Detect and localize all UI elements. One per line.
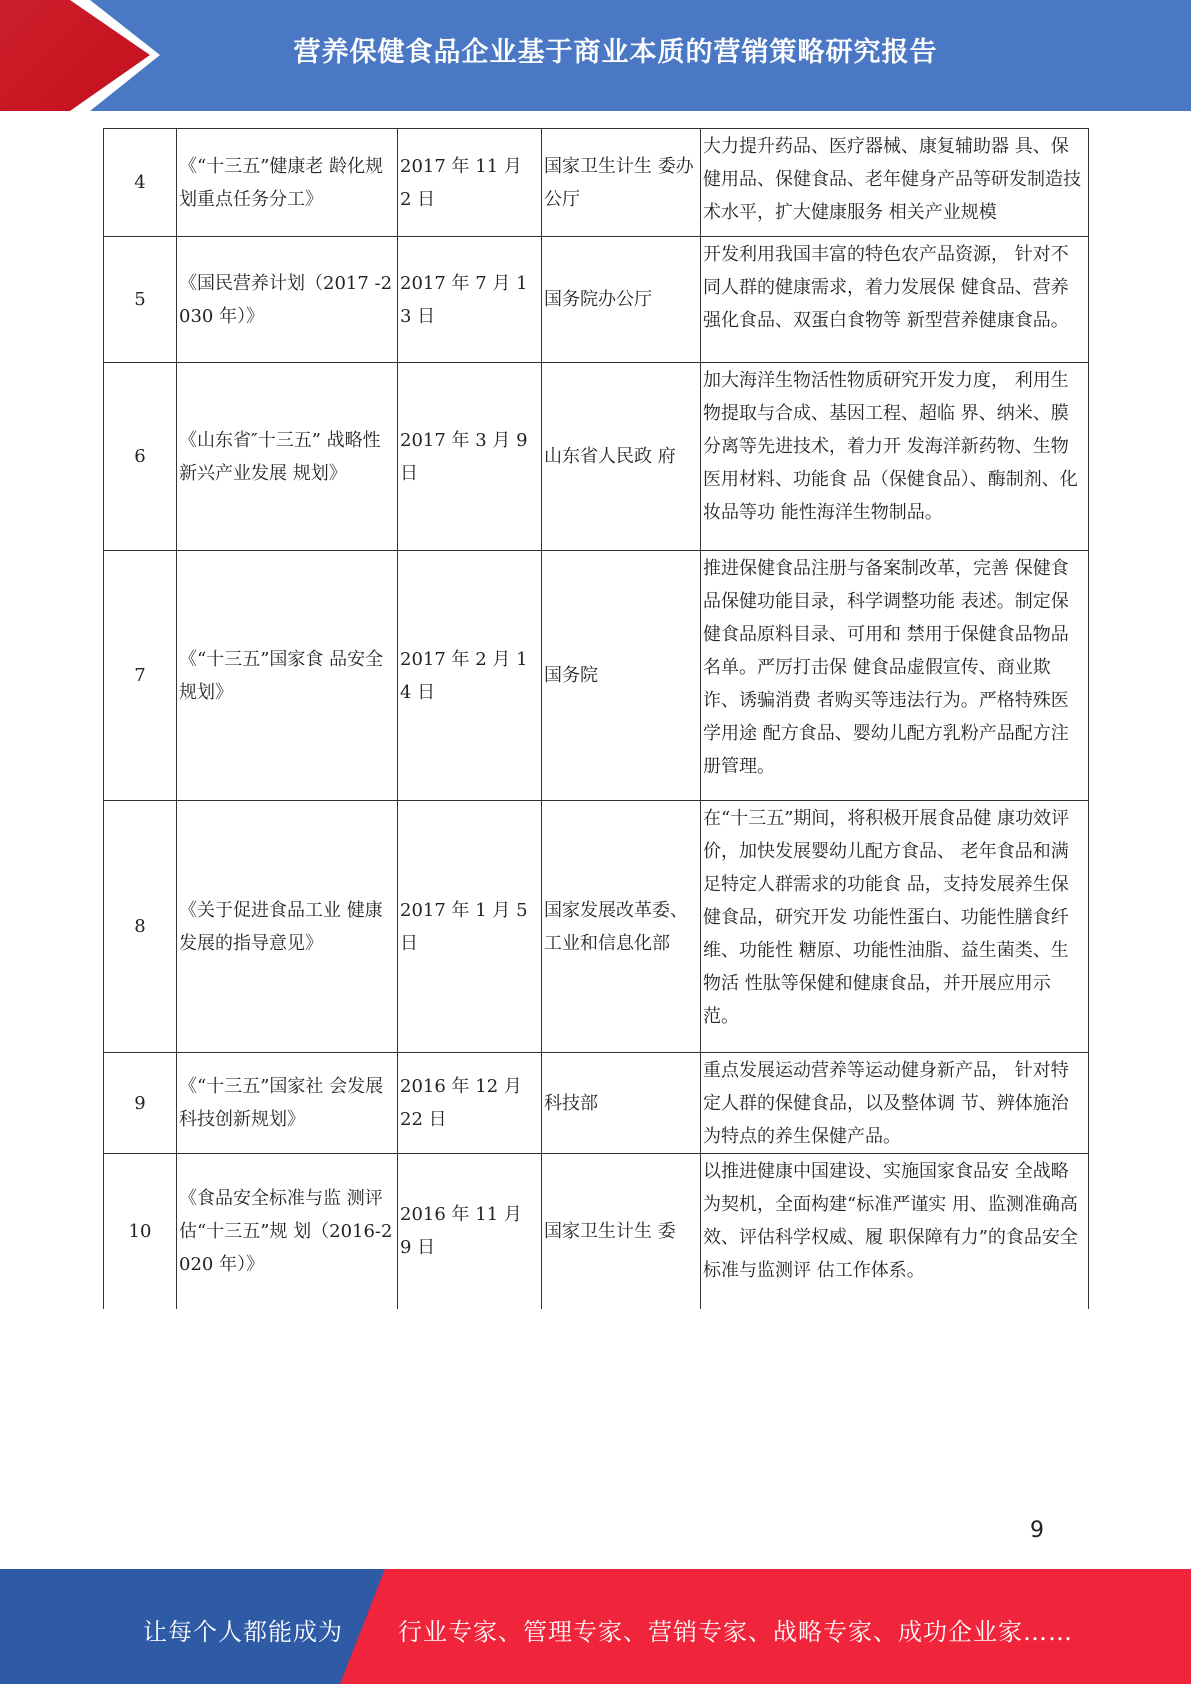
issue-date: 2016 年 11 月 9 日 (398, 1154, 542, 1309)
table-row (104, 551, 1089, 801)
policy-content: 开发利用我国丰富的特色农产品资源， 针对不同人群的健康需求，着力发展保 健食品、营养强化食品、双蛋白食物等 新型营养健康食品。 (701, 237, 1089, 363)
table-row (104, 1053, 1089, 1154)
issuing-agency: 国家卫生计生 委办公厅 (542, 129, 701, 237)
policy-content: 加大海洋生物活性物质研究开发力度， 利用生物提取与合成、基因工程、超临 界、纳米、膜分离等先进技术，着力开 发海洋新药物、生物医用材料、功能食 品（保健食品）、酶制剂、化妆品等功 能性海洋生物制品。 (701, 363, 1089, 551)
footer-slogan-left: 让每个人都能成为 (143, 1618, 343, 1646)
issuing-agency: 国务院办公厅 (542, 237, 701, 363)
table-row (104, 129, 1089, 237)
footer-slogan-right: 行业专家、管理专家、营销专家、战略专家、成功企业家…… (398, 1618, 1073, 1646)
policy-name: 《食品安全标准与监 测评估“十三五”规 划（2016-2020 年）》 (177, 1154, 398, 1309)
page-header (0, 0, 1191, 111)
policy-table (103, 128, 1089, 1309)
policy-name: 《山东省″十三五” 战略性新兴产业发展 规划》 (177, 363, 398, 551)
policy-content: 以推进健康中国建设、实施国家食品安 全战略为契机，全面构建“标准严谨实 用、监测准确高效、评估科学权威、履 职保障有力”的食品安全标准与监测评 估工作体系。 (701, 1154, 1089, 1309)
page-number: 9 (1030, 1518, 1044, 1543)
issue-date: 2017 年 7 月 13 日 (398, 237, 542, 363)
row-index: 5 (104, 237, 177, 363)
policy-name: 《关于促进食品工业 健康发展的指导意见》 (177, 801, 398, 1053)
row-index: 10 (104, 1154, 177, 1309)
row-index: 8 (104, 801, 177, 1053)
issue-date: 2017 年 3 月 9 日 (398, 363, 542, 551)
issuing-agency: 国家发展改革委、工业和信息化部 (542, 801, 701, 1053)
issuing-agency: 国家卫生计生 委 (542, 1154, 701, 1309)
issue-date: 2017 年 1 月 5 日 (398, 801, 542, 1053)
policy-name: 《“十三五”国家食 品安全规划》 (177, 551, 398, 801)
issuing-agency: 国务院 (542, 551, 701, 801)
row-index: 9 (104, 1053, 177, 1154)
issue-date: 2017 年 11 月 2 日 (398, 129, 542, 237)
policy-content: 推进保健食品注册与备案制改革，完善 保健食品保健功能目录，科学调整功能 表述。制定保健食品原料目录、可用和 禁用于保健食品物品名单。严厉打击保 健食品虚假宣传、商业欺诈、诱骗消费 者购买等违法行为。严格特殊医学用途 配方食品、婴幼儿配方乳粉产品配方注 册管理。 (701, 551, 1089, 801)
policy-content: 在“十三五”期间，将积极开展食品健 康功效评价，加快发展婴幼儿配方食品、 老年食品和满足特定人群需求的功能食 品，支持发展养生保健食品，研究开发 功能性蛋白、功能性膳食纤维、功能性 糖原、功能性油脂、益生菌类、生物活 性肽等保健和健康食品，并开展应用示 范。 (701, 801, 1089, 1053)
policy-content: 大力提升药品、医疗器械、康复辅助器 具、保健用品、保健食品、老年健身产品等研发制造技术水平，扩大健康服务 相关产业规模 (701, 129, 1089, 237)
row-index: 7 (104, 551, 177, 801)
row-index: 6 (104, 363, 177, 551)
issuing-agency: 科技部 (542, 1053, 701, 1154)
table-row (104, 237, 1089, 363)
table-row (104, 1154, 1089, 1309)
table-row (104, 801, 1089, 1053)
row-index: 4 (104, 129, 177, 237)
issue-date: 2016 年 12 月 22 日 (398, 1053, 542, 1154)
page-footer (0, 1569, 1191, 1684)
policy-name: 《国民营养计划（2017 -2030 年）》 (177, 237, 398, 363)
report-title: 营养保健食品企业基于商业本质的营销策略研究报告 (293, 37, 938, 68)
issuing-agency: 山东省人民政 府 (542, 363, 701, 551)
policy-name: 《“十三五”国家社 会发展科技创新规划》 (177, 1053, 398, 1154)
policy-content: 重点发展运动营养等运动健身新产品， 针对特定人群的保健食品，以及整体调 节、辨体施治为特点的养生保健产品。 (701, 1053, 1089, 1154)
policy-name: 《“十三五”健康老 龄化规划重点任务分工》 (177, 129, 398, 237)
table-row (104, 363, 1089, 551)
issue-date: 2017 年 2 月 14 日 (398, 551, 542, 801)
